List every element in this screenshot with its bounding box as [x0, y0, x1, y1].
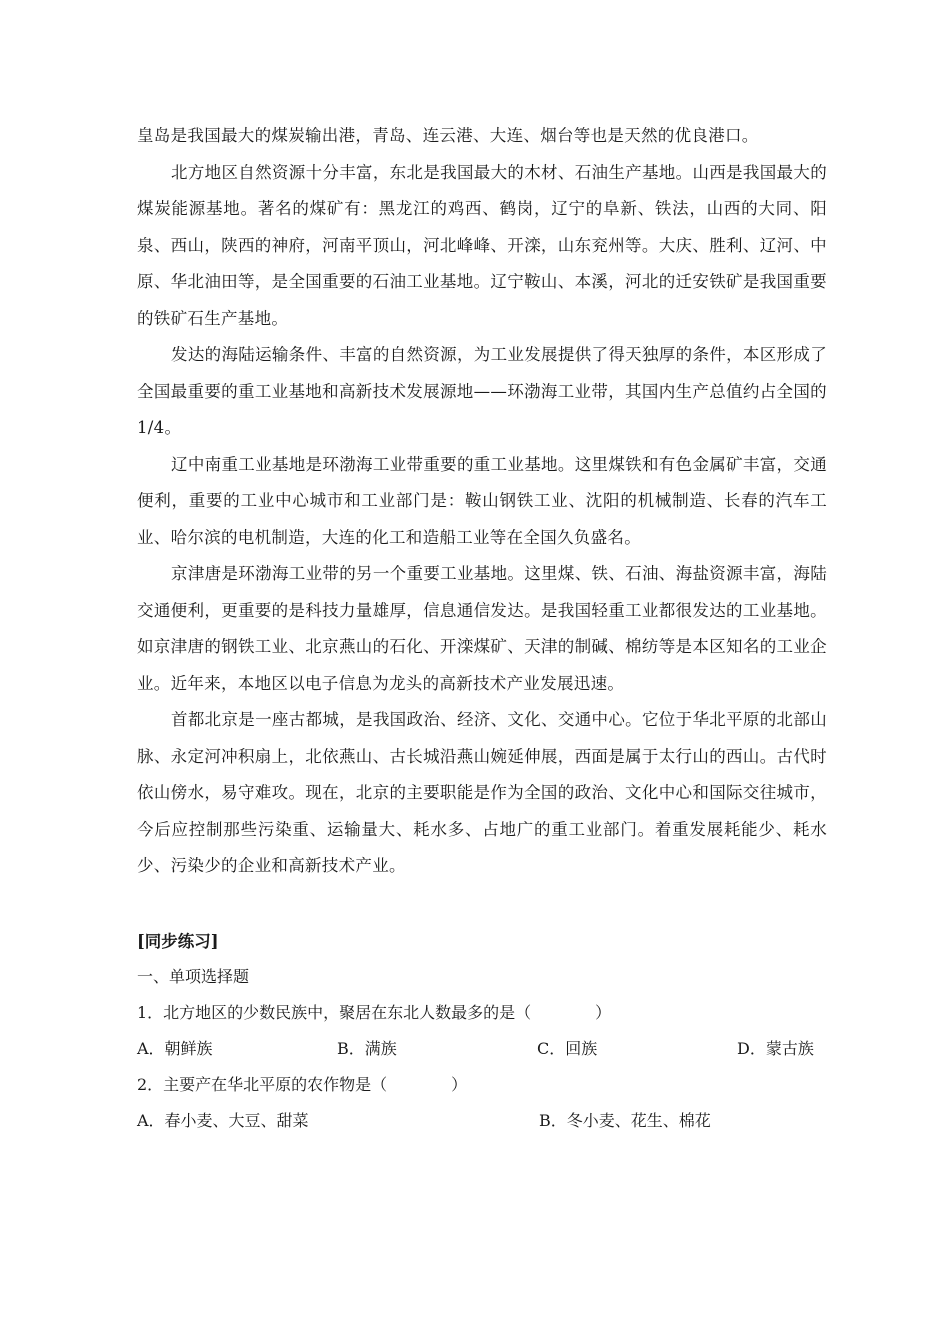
paragraph-bohai-industrial-belt: 发达的海陆运输条件、丰富的自然资源，为工业发展提供了得天独厚的条件，本区形成了全国最重要的重工业基地和高新技术发展源地——环渤海工业带，其国内生产总值约占全国的1/4。 — [137, 345, 827, 437]
document-page — [137, 118, 827, 1139]
question-1-stem: 1．北方地区的少数民族中，聚居在东北人数最多的是（ ） — [137, 1002, 612, 1022]
question-1-option-d: D．蒙古族 — [737, 1038, 814, 1058]
question-2-options — [137, 1103, 827, 1139]
paragraph-continuation: 皇岛是我国最大的煤炭输出港，青岛、连云港、大连、烟台等也是天然的优良港口。 — [137, 126, 759, 145]
paragraph-jingjintang: 京津唐是环渤海工业带的另一个重要工业基地。这里煤、铁、石油、海盐资源丰富，海陆交通便利，更重要的是科技力量雄厚，信息通信发达。是我国轻重工业都很发达的工业基地。如京津唐的钢铁工业、北京燕山的石化、开滦煤矿、天津的制碱、棉纺等是本区知名的工业企业。近年来，本地区以电子信息为龙头的高新技术产业发展迅速。 — [137, 564, 827, 693]
question-2-option-b: B．冬小麦、花生、棉花 — [539, 1110, 711, 1130]
exercise-section-heading: 一、单项选择题 — [137, 966, 250, 986]
paragraph-liaozhongnan: 辽中南重工业基地是环渤海工业带重要的重工业基地。这里煤铁和有色金属矿丰富，交通便利，重要的工业中心城市和工业部门是：鞍山钢铁工业、沈阳的机械制造、长春的汽车工业、哈尔滨的电机制造，大连的化工和造船工业等在全国久负盛名。 — [137, 454, 827, 547]
question-2-stem: 2．主要产在华北平原的农作物是（ ） — [137, 1074, 468, 1094]
question-1-option-a: A．朝鲜族 — [137, 1038, 213, 1058]
question-2-option-a: A．春小麦、大豆、甜菜 — [137, 1110, 309, 1130]
question-1-options — [137, 1031, 827, 1067]
question-1-option-c: C．回族 — [537, 1038, 598, 1058]
paragraph-beijing: 首都北京是一座古都城，是我国政治、经济、文化、交通中心。它位于华北平原的北部山脉、永定河冲积扇上，北依燕山、古长城沿燕山婉延伸展，西面是属于太行山的西山。古代时依山傍水，易守难攻。现在，北京的主要职能是作为全国的政治、文化中心和国际交往城市，今后应控制那些污染重、运输量大、耗水多、占地广的重工业部门。着重发展耗能少、耗水少、污染少的企业和高新技术产业。 — [137, 710, 827, 875]
paragraph-natural-resources: 北方地区自然资源十分丰富，东北是我国最大的木材、石油生产基地。山西是我国最大的煤炭能源基地。著名的煤矿有：黑龙江的鸡西、鹤岗，辽宁的阜新、铁法，山西的大同、阳泉、西山，陕西的神府，河南平顶山，河北峰峰、开滦，山东兖州等。大庆、胜利、辽河、中原、华北油田等，是全国重要的石油工业基地。辽宁鞍山、本溪，河北的迁安铁矿是我国重要的铁矿石生产基地。 — [137, 162, 827, 328]
exercise-title: [同步练习] — [137, 931, 219, 951]
question-1-option-b: B．满族 — [337, 1038, 397, 1058]
